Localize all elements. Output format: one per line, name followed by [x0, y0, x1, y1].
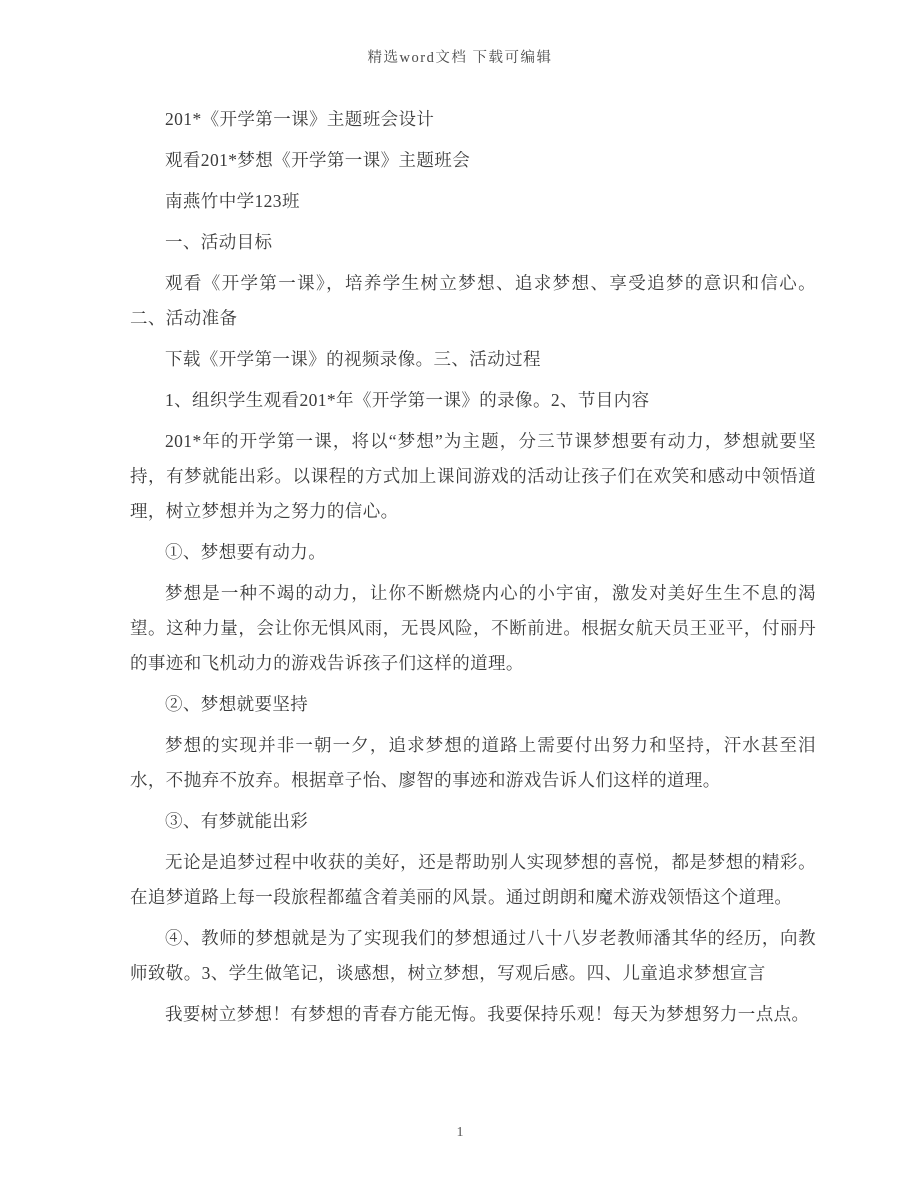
paragraph-dream-declaration: 我要树立梦想！有梦想的青春方能无悔。我要保持乐观！每天为梦想努力一点点。	[165, 1004, 810, 1024]
paragraph-theme-overview: 201*年的开学第一课，将以“梦想”为主题，分三节课梦想要有动力，梦想就要坚持，有梦就能出彩。以课程的方式加上课间游戏的活动让孩子们在欢笑和感动中领悟道理，树立梦想并为之努力的信心。	[130, 431, 816, 521]
list-heading-dream-power: ①、梦想要有动力。	[165, 542, 327, 562]
doc-title: 201*《开学第一课》主题班会设计	[165, 109, 435, 129]
list-heading-dream-persistence: ②、梦想就要坚持	[165, 694, 309, 714]
document-header-watermark: 精选word文档 下载可编辑	[367, 50, 553, 66]
doc-subtitle: 观看201*梦想《开学第一课》主题班会	[165, 150, 471, 170]
paragraph-dream-shine: 无论是追梦过程中收获的美好，还是帮助别人实现梦想的喜悦，都是梦想的精彩。在追梦道路上每一段旅程都蕴含着美丽的风景。通过朗朗和魔术游戏领悟这个道理。	[130, 852, 816, 907]
list-heading-dream-shine: ③、有梦就能出彩	[165, 811, 309, 831]
paragraph-activity-goals: 观看《开学第一课》，培养学生树立梦想、追求梦想、享受追梦的意识和信心。二、活动准备	[130, 273, 816, 328]
document-body	[130, 102, 816, 1038]
paragraph-dream-power: 梦想是一种不竭的动力，让你不断燃烧内心的小宇宙，激发对美好生生不息的渴望。这种力量，会让你无惧风雨，无畏风险，不断前进。根据女航天员王亚平，付丽丹的事迹和飞机动力的游戏告诉孩子们这样的道理。	[130, 583, 816, 673]
section-heading-activity-goals: 一、活动目标	[165, 232, 273, 252]
paragraph-teacher-dream: ④、教师的梦想就是为了实现我们的梦想通过八十八岁老教师潘其华的经历，向教师致敬。3、学生做笔记，谈感想，树立梦想，写观后感。四、儿童追求梦想宣言	[130, 928, 816, 983]
paragraph-program-content: 1、组织学生观看201*年《开学第一课》的录像。2、节目内容	[165, 390, 650, 410]
paragraph-dream-persistence: 梦想的实现并非一朝一夕，追求梦想的道路上需要付出努力和坚持，汗水甚至泪水，不抛弃不放弃。根据章子怡、廖智的事迹和游戏告诉人们这样的道理。	[130, 735, 816, 790]
school-class-line: 南燕竹中学123班	[165, 191, 300, 211]
paragraph-activity-preparation: 下载《开学第一课》的视频录像。三、活动过程	[165, 349, 541, 369]
page-number: 1	[456, 1125, 464, 1140]
